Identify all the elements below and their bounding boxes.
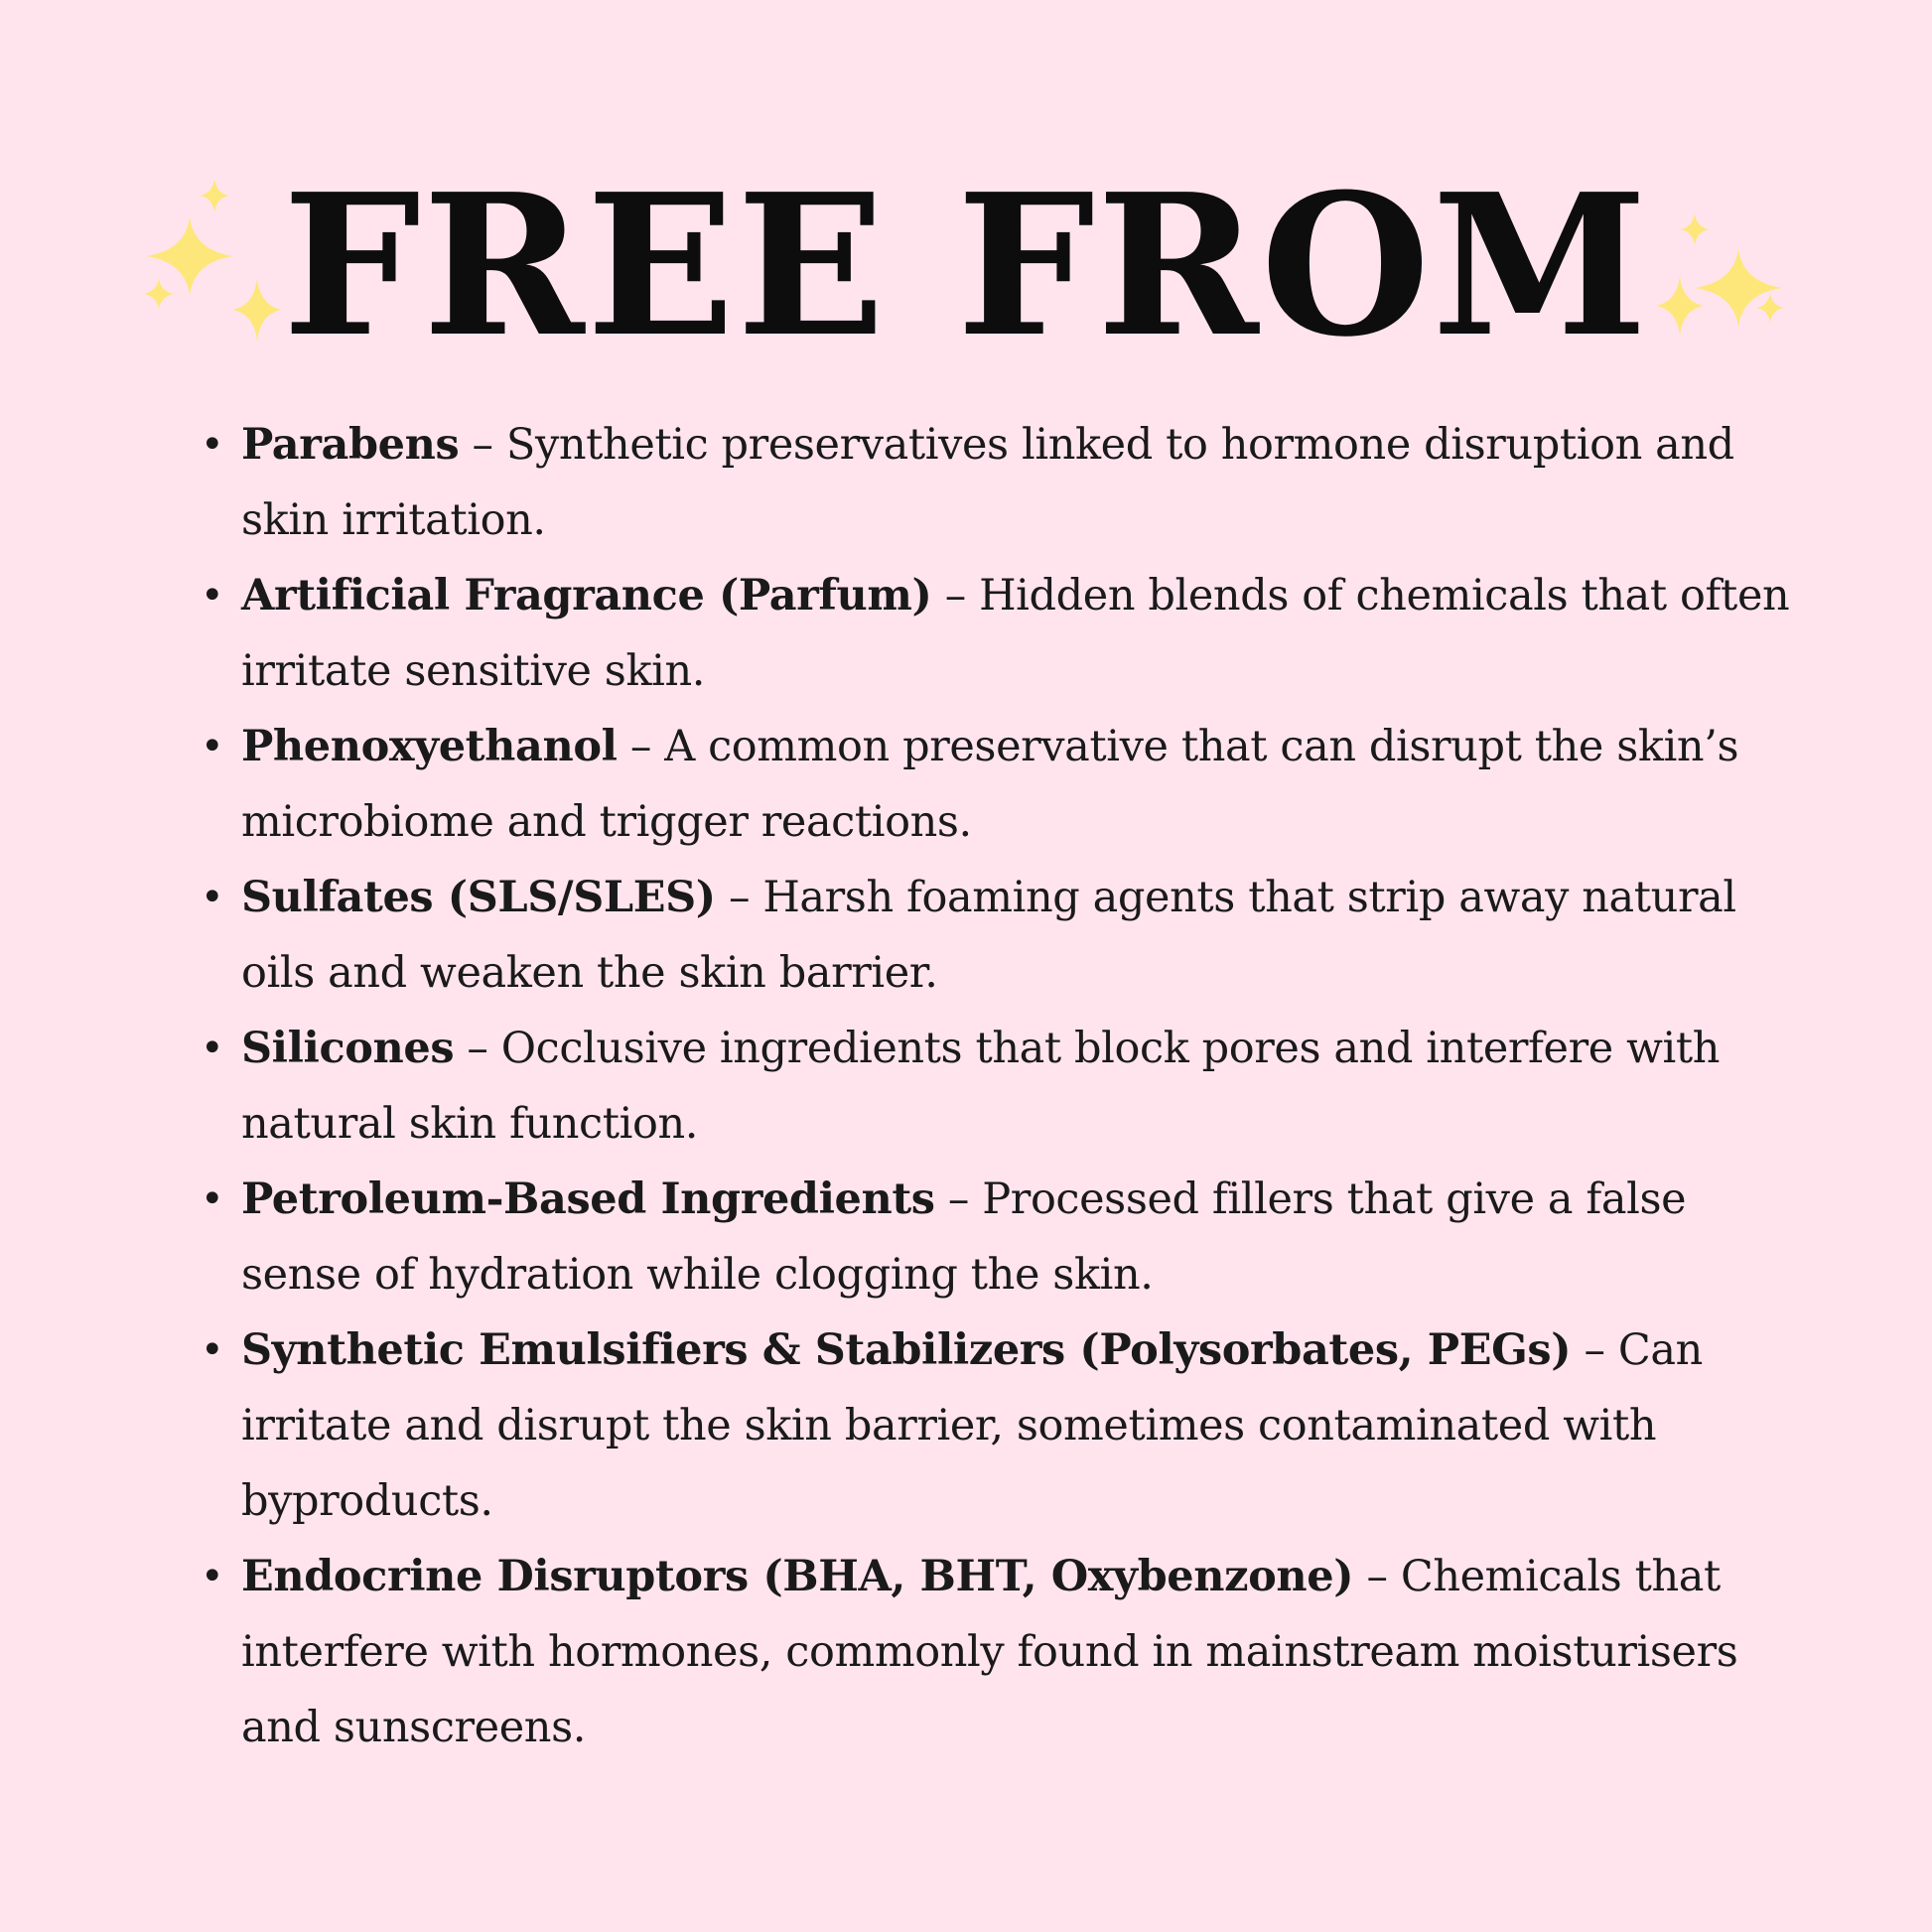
ingredient-description: Harsh foaming agents that strip away natural oils and weaken the skin barrier. — [241, 873, 1736, 998]
separator: – — [459, 420, 506, 470]
list-item — [201, 709, 1810, 860]
bullet-icon: • — [201, 875, 224, 920]
bullet-icon: • — [201, 1176, 224, 1222]
bullet-icon: • — [201, 422, 224, 468]
ingredient-description: Chemicals that interfere with hormones, commonly found in mainstream moisturisers and sunscreens. — [241, 1552, 1738, 1752]
ingredient-name: Endocrine Disruptors (BHA, BHT, Oxybenzone) — [241, 1552, 1354, 1601]
separator: – — [934, 1174, 983, 1224]
ingredient-name: Synthetic Emulsifiers & Stabilizers (Polysorbates, PEGs) — [241, 1325, 1572, 1375]
separator: – — [715, 873, 763, 922]
separator: – — [454, 1024, 501, 1073]
ingredient-description: Hidden blends of chemicals that often irritate sensitive skin. — [241, 571, 1790, 696]
separator: – — [1571, 1325, 1618, 1375]
bullet-icon: • — [201, 1327, 224, 1373]
bullet-icon: • — [201, 1554, 224, 1599]
ingredient-name: Phenoxyethanol — [241, 722, 618, 771]
ingredient-name: Silicones — [241, 1024, 455, 1073]
ingredient-name: Petroleum-Based Ingredients — [241, 1174, 935, 1224]
ingredient-description: Processed fillers that give a false sense of hydration while clogging the skin. — [241, 1174, 1687, 1300]
ingredient-name: Parabens — [241, 420, 460, 470]
separator: – — [931, 571, 980, 621]
ingredient-name: Sulfates (SLS/SLES) — [241, 873, 716, 922]
bullet-icon: • — [201, 573, 224, 619]
list-item — [201, 860, 1810, 1011]
ingredient-description: Can irritate and disrupt the skin barrier, sometimes contaminated with byproducts. — [241, 1325, 1703, 1526]
bullet-icon: • — [201, 724, 224, 769]
list-item — [201, 1539, 1810, 1765]
ingredient-list — [0, 407, 1932, 1765]
page-title: FREE FROM — [282, 152, 1650, 380]
separator: – — [617, 722, 665, 771]
separator: – — [1353, 1552, 1401, 1601]
list-item — [201, 407, 1810, 558]
ingredient-name: Artificial Fragrance (Parfum) — [241, 571, 932, 621]
list-item — [201, 1162, 1810, 1312]
sparkles-icon — [1644, 179, 1793, 347]
list-item — [201, 1011, 1810, 1162]
list-item — [201, 558, 1810, 709]
header — [0, 149, 1932, 380]
list-item — [201, 1312, 1810, 1539]
ingredient-description: Synthetic preservatives linked to hormone disruption and skin irritation. — [241, 420, 1734, 545]
ingredient-description: A common preservative that can disrupt the skin’s microbiome and trigger reactions. — [241, 722, 1739, 847]
bullet-icon: • — [201, 1026, 224, 1071]
ingredient-description: Occlusive ingredients that block pores and interfere with natural skin function. — [241, 1024, 1720, 1149]
